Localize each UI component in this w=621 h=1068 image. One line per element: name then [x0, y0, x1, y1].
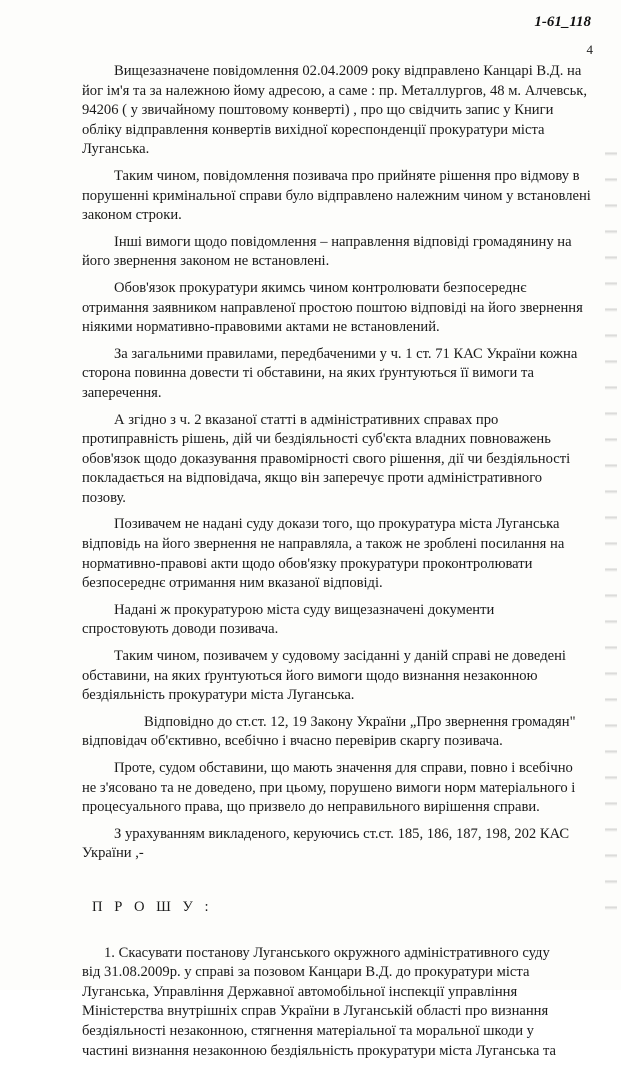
paragraph: Вищезазначене повідомлення 02.04.2009 року відправлено Канцарі В.Д. на йог ім'я та за належною йому адресою, а саме : пр. Металлургов, 48 м. Алчевськ, 94206 ( у звичайному поштовому конверті) , про що свідчить запис у Книги обліку відправлення конвертів вихідної кореспонденції прокуратури міста Луганська. — [82, 63, 588, 158]
page-number: 4 — [586, 42, 593, 57]
paragraph: Проте, судом обставини, що мають значення для справи, повно і всебічно не з'ясовано та не доведено, при цьому, порушено вимоги норм матеріального і процесуального права, що призвело до неправильного вирішення справи. — [82, 760, 576, 816]
paragraph: Відповідно до ст.ст. 12, 19 Закону України „Про звернення громадян" відповідач об'єктивно, всебічно і вчасно перевірив скаргу позивача. — [82, 713, 576, 750]
paragraph: Таким чином, повідомлення позивача про прийняте рішення про відмову в порушенні кримінальної справи було відправлено належним чином у встановлені законом строки. — [82, 167, 591, 224]
request-heading: П Р О Ш У : — [92, 898, 213, 915]
paragraph: За загальними правилами, передбаченими у ч. 1 ст. 71 КАС України кожна сторона повинна довести ті обставини, на яких ґрунтуються її вимоги та заперечення. — [82, 345, 578, 401]
request-item-1: 1. Скасувати постанову Луганського окружного адміністративного суду від 31.08.2009р. у справі за позовом Канцари В.Д. до прокуратури міста Луганська, Управління Державної автомобільної інспекції управління Міністерства внутрішніх справ України в Луганській області про визнання бездіяльності незаконною, стягнення матеріальної та моральної шкоди у частині визнання незаконною бездіяльність прокуратури міста Луганська та — [82, 944, 557, 1059]
paragraph: Обов'язок прокуратури якимсь чином контролювати безпосереднє отримання заявником направленої простою поштою відповіді на його звернення ніякими нормативно-правовими актами не встановлений. — [82, 279, 583, 336]
paragraph: Надані ж прокуратурою міста суду вищезазначені документи спростовують доводи позивача. — [82, 601, 495, 638]
paragraph: Позивачем не надані суду докази того, що прокуратура міста Луганська відповідь на його звернення не направляла, а також не зроблені посилання на нормативно-правові акти щодо обов'язку прокуратури проконтролювати безпосереднє отримання ним вказаної відповіді. — [82, 516, 565, 592]
document-code: 1-61_118 — [534, 14, 591, 30]
paragraph: А згідно з ч. 2 вказаної статті в адміністративних справах про протиправність рішень, дій чи бездіяльності суб'єкта владних повноважень обов'язок щодо доказування правомірності свого рішення, дії чи бездіяльності покладається на відповідача, якщо він заперечує проти адміністративного позову. — [82, 411, 571, 506]
paragraph: Таким чином, позивачем у судовому засіданні у даній справі не доведені обставини, на яких ґрунтуються його вимоги щодо визнання незаконною бездіяльність прокуратури міста Луганська. — [82, 648, 566, 704]
paragraph: З урахуванням викладеного, керуючись ст.ст. 185, 186, 187, 198, 202 КАС України ,- — [82, 825, 570, 862]
document-body — [82, 62, 594, 1068]
paragraph: Інші вимоги щодо повідомлення – направлення відповіді громадянину на його звернення законом не встановлені. — [82, 233, 572, 270]
scan-margin-artifacts — [605, 130, 617, 910]
